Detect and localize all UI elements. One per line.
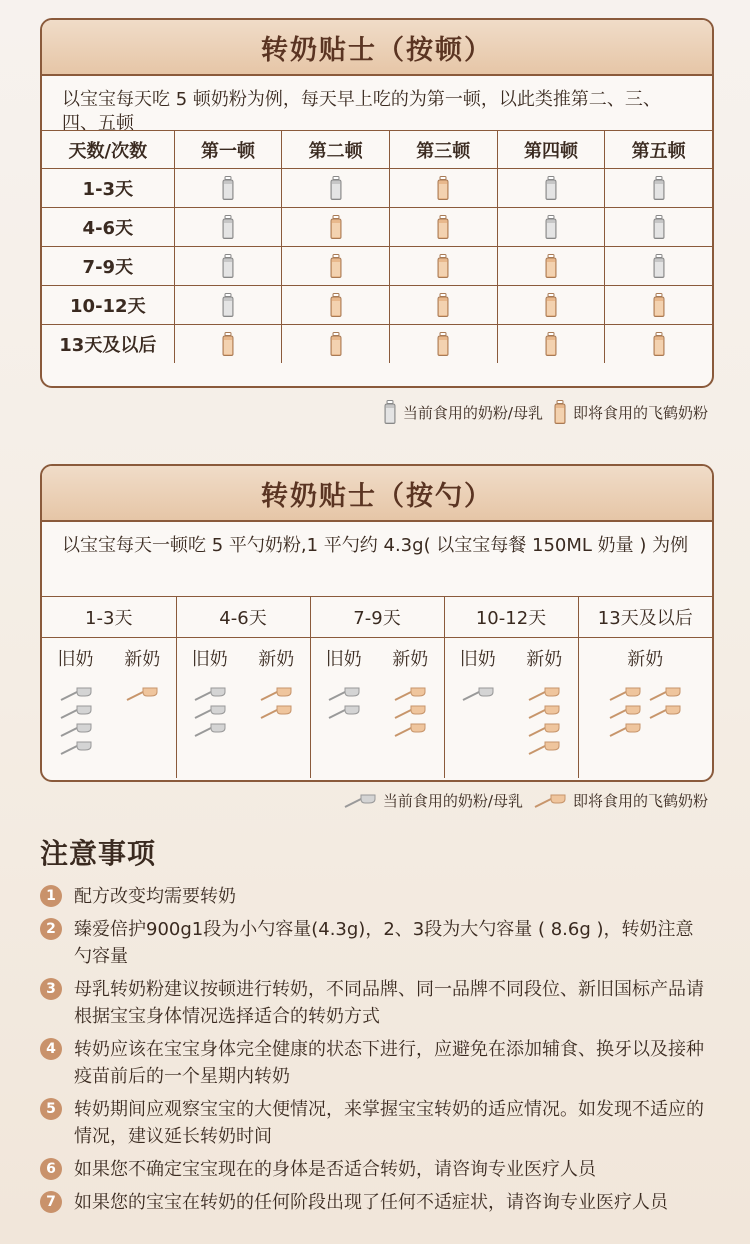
note-item xyxy=(40,916,710,970)
note-number-badge: 6 xyxy=(40,1158,62,1180)
scoop-icon xyxy=(608,686,642,702)
milk-bottle-icon xyxy=(221,176,235,200)
new-scoops-cell xyxy=(511,678,578,778)
note-text: 如果您不确定宝宝现在的身体是否适合转奶，请咨询专业医疗人员 xyxy=(74,1159,596,1180)
old-scoops-cell xyxy=(176,678,243,778)
milk-bottle-icon xyxy=(436,332,450,356)
meal-schedule-table xyxy=(42,130,712,363)
current-formula-cell xyxy=(605,247,712,286)
milk-bottle-icon xyxy=(652,176,666,200)
scoop-icon xyxy=(59,686,93,702)
milk-bottle-icon xyxy=(544,332,558,356)
milk-bottle-icon xyxy=(553,400,567,424)
milk-bottle-icon xyxy=(544,176,558,200)
scoop-panel-intro: 以宝宝每天一顿吃 5 平勺奶粉,1 平勺约 4.3g( 以宝宝每餐 150ML 奶量 ) 为例 xyxy=(62,535,689,556)
new-scoops-cell xyxy=(377,678,444,778)
scoop-icon xyxy=(393,686,427,702)
formula-type-label: 旧奶 xyxy=(176,638,243,679)
milk-bottle-icon xyxy=(544,215,558,239)
scoop-icon xyxy=(193,686,227,702)
scoop-panel-title: 转奶贴士（按勺） xyxy=(42,466,712,522)
row-label: 10-12天 xyxy=(42,286,174,325)
new-formula-cell xyxy=(497,286,605,325)
header-meal-3: 第三顿 xyxy=(389,131,497,169)
meal-panel-intro: 以宝宝每天吃 5 顿奶粉为例，每天早上吃的为第一顿，以此类推第二、三、四、五顿 xyxy=(62,89,661,134)
formula-type-label: 旧奶 xyxy=(310,638,377,679)
note-text: 转奶期间应观察宝宝的大便情况，来掌握宝宝转奶的适应情况。如发现不适应的情况，建议延长转奶时间 xyxy=(74,1099,704,1147)
milk-bottle-icon xyxy=(544,254,558,278)
scoop-icon xyxy=(527,704,561,720)
new-scoops-cell xyxy=(243,678,310,778)
scoop-icon xyxy=(393,704,427,720)
note-item xyxy=(40,1156,710,1183)
scoop-icon xyxy=(648,686,682,702)
note-item xyxy=(40,883,710,910)
old-scoops-cell xyxy=(310,678,377,778)
header-meal-4: 第四顿 xyxy=(497,131,605,169)
milk-bottle-icon xyxy=(221,332,235,356)
scoop-icon xyxy=(461,686,495,702)
day-range-header: 4-6天 xyxy=(176,597,310,638)
note-number-badge: 7 xyxy=(40,1191,62,1213)
scoop-icon xyxy=(608,722,642,738)
scoop-icon xyxy=(533,793,567,809)
scoop-icon xyxy=(527,686,561,702)
legend-new-item xyxy=(533,790,708,811)
new-formula-cell xyxy=(389,325,497,364)
formula-type-label: 旧奶 xyxy=(444,638,511,679)
scoop-switch-panel xyxy=(40,464,714,782)
milk-bottle-icon xyxy=(329,176,343,200)
current-formula-cell xyxy=(497,208,605,247)
scoop-icon xyxy=(527,722,561,738)
milk-bottle-icon xyxy=(652,215,666,239)
new-formula-cell xyxy=(282,325,390,364)
scoop-icon xyxy=(125,686,159,702)
scoop-icon xyxy=(59,740,93,756)
note-text: 臻爱倍护900g1段为小勺容量(4.3g)，2、3段为大勺容量 ( 8.6g )，转奶注意勺容量 xyxy=(74,919,694,967)
legend-old-label: 当前食用的奶粉/母乳 xyxy=(382,792,523,810)
current-formula-cell xyxy=(174,286,282,325)
table-row xyxy=(42,286,712,325)
day-range-header: 10-12天 xyxy=(444,597,578,638)
new-formula-cell xyxy=(497,325,605,364)
new-formula-cell xyxy=(497,247,605,286)
milk-bottle-icon xyxy=(652,293,666,317)
table-row xyxy=(42,169,712,208)
day-range-header: 7-9天 xyxy=(310,597,444,638)
milk-bottle-icon xyxy=(221,215,235,239)
new-formula-cell xyxy=(389,247,497,286)
new-formula-cell xyxy=(389,169,497,208)
legend-old-item xyxy=(343,790,523,811)
scoop-schedule-table xyxy=(42,596,712,778)
note-number-badge: 2 xyxy=(40,918,62,940)
new-formula-cell xyxy=(389,208,497,247)
new-formula-cell xyxy=(282,208,390,247)
scoop-icon xyxy=(343,793,377,809)
note-number-badge: 4 xyxy=(40,1038,62,1060)
note-item xyxy=(40,976,710,1030)
milk-bottle-icon xyxy=(383,400,397,424)
note-number-badge: 3 xyxy=(40,978,62,1000)
scoop-icon xyxy=(259,704,293,720)
note-item xyxy=(40,1189,710,1216)
new-formula-cell xyxy=(605,286,712,325)
legend-new-label: 即将食用的飞鹤奶粉 xyxy=(572,792,708,810)
row-label: 7-9天 xyxy=(42,247,174,286)
notes-title: 注意事项 xyxy=(40,837,157,870)
legend-new-item xyxy=(553,400,708,424)
table-row xyxy=(42,325,712,364)
new-formula-cell xyxy=(605,325,712,364)
new-scoops-cell xyxy=(109,678,176,778)
scoop-icon xyxy=(193,722,227,738)
milk-bottle-icon xyxy=(436,293,450,317)
scoop-icon xyxy=(59,722,93,738)
old-scoops-cell xyxy=(444,678,511,778)
old-scoops-cell xyxy=(42,678,109,778)
milk-bottle-icon xyxy=(436,254,450,278)
scoop-icon xyxy=(527,740,561,756)
meal-legend xyxy=(383,400,708,424)
milk-bottle-icon xyxy=(329,215,343,239)
scoop-icon xyxy=(259,686,293,702)
formula-type-label: 新奶 xyxy=(124,649,161,670)
table-row xyxy=(42,208,712,247)
header-days-times: 天数/次数 xyxy=(42,131,174,169)
formula-type-label: 新奶 xyxy=(578,638,712,679)
meal-panel-title: 转奶贴士（按顿） xyxy=(42,20,712,76)
current-formula-cell xyxy=(282,169,390,208)
note-item xyxy=(40,1096,710,1150)
current-formula-cell xyxy=(174,208,282,247)
scoop-icon xyxy=(648,704,682,720)
current-formula-cell xyxy=(497,169,605,208)
new-scoops-cell xyxy=(578,678,712,778)
scoop-icon xyxy=(327,704,361,720)
note-text: 配方改变均需要转奶 xyxy=(74,886,236,907)
legend-new-label: 即将食用的飞鹤奶粉 xyxy=(572,403,708,422)
scoop-icon xyxy=(327,686,361,702)
note-text: 母乳转奶粉建议按顿进行转奶，不同品牌、同一品牌不同段位、新旧国标产品请根据宝宝身体情况选择适合的转奶方式 xyxy=(74,979,704,1027)
milk-bottle-icon xyxy=(436,176,450,200)
milk-bottle-icon xyxy=(652,254,666,278)
milk-bottle-icon xyxy=(329,254,343,278)
milk-bottle-icon xyxy=(329,293,343,317)
milk-bottle-icon xyxy=(221,254,235,278)
legend-old-label: 当前食用的奶粉/母乳 xyxy=(402,403,543,422)
current-formula-cell xyxy=(605,208,712,247)
new-formula-cell xyxy=(174,325,282,364)
row-label: 1-3天 xyxy=(42,169,174,208)
current-formula-cell xyxy=(174,247,282,286)
current-formula-cell xyxy=(174,169,282,208)
note-text: 转奶应该在宝宝身体完全健康的状态下进行，应避免在添加辅食、换牙以及接种疫苗前后的一个星期内转奶 xyxy=(74,1039,704,1087)
formula-type-label: 新奶 xyxy=(258,649,295,670)
note-number-badge: 5 xyxy=(40,1098,62,1120)
milk-bottle-icon xyxy=(436,215,450,239)
note-item xyxy=(40,1036,710,1090)
new-formula-cell xyxy=(282,247,390,286)
note-number-badge: 1 xyxy=(40,885,62,907)
legend-old-item xyxy=(383,400,543,424)
scoop-icon xyxy=(59,704,93,720)
header-meal-5: 第五顿 xyxy=(605,131,712,169)
meal-switch-panel xyxy=(40,18,714,388)
row-label: 13天及以后 xyxy=(42,325,174,364)
header-meal-1: 第一顿 xyxy=(174,131,282,169)
scoop-icon xyxy=(193,704,227,720)
header-meal-2: 第二顿 xyxy=(282,131,390,169)
day-range-header: 13天及以后 xyxy=(578,597,712,638)
formula-type-label: 新奶 xyxy=(392,649,429,670)
table-row xyxy=(42,247,712,286)
scoop-icon xyxy=(393,722,427,738)
scoop-legend xyxy=(343,790,708,811)
current-formula-cell xyxy=(605,169,712,208)
milk-bottle-icon xyxy=(652,332,666,356)
formula-type-label: 旧奶 xyxy=(57,649,94,670)
milk-bottle-icon xyxy=(544,293,558,317)
note-text: 如果您的宝宝在转奶的任何阶段出现了任何不适症状，请咨询专业医疗人员 xyxy=(74,1192,668,1213)
scoop-icon xyxy=(608,704,642,720)
notes-list xyxy=(40,883,710,1222)
new-formula-cell xyxy=(389,286,497,325)
milk-bottle-icon xyxy=(221,293,235,317)
row-label: 4-6天 xyxy=(42,208,174,247)
day-range-header: 1-3天 xyxy=(42,597,176,638)
new-formula-cell xyxy=(282,286,390,325)
formula-type-label: 新奶 xyxy=(526,649,563,670)
milk-bottle-icon xyxy=(329,332,343,356)
